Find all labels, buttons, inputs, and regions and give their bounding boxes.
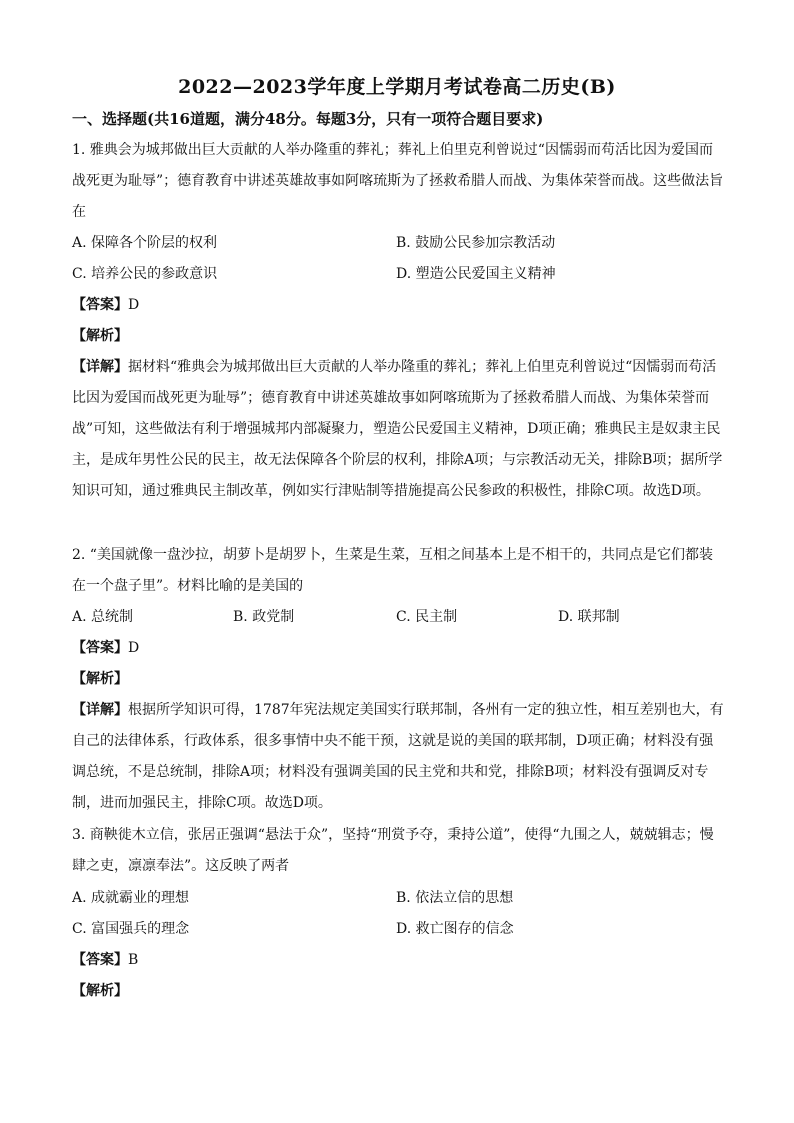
question-1-analysis-label	[72, 321, 128, 352]
question-3-options-row-2	[72, 914, 724, 945]
analysis-label: 【解析】	[72, 328, 128, 344]
question-1-stem: 1. 雅典会为城邦做出巨大贡献的人举办隆重的葬礼；葬礼上伯里克利曾说过“因懦弱而苟活比因为爱国而战死更为耻辱”；德育教育中讲述英雄故事如阿喀琉斯为了拯救希腊人而战、为集体荣誉而战。这些做法旨在	[72, 142, 724, 220]
answer-label: 【答案】	[72, 297, 128, 313]
section-heading: 一、选择题(共16道题，满分48分。每题3分，只有一项符合题目要求)	[72, 110, 544, 128]
analysis-label: 【解析】	[72, 671, 128, 687]
question-2-analysis-label	[72, 664, 128, 695]
question-1-option-d: D. 塑造公民爱国主义精神	[396, 266, 556, 282]
answer-value: D	[128, 297, 140, 313]
question-2-answer	[72, 633, 139, 664]
page-title: 2022—2023学年度上学期月考试卷高二历史(B)	[178, 76, 616, 98]
question-3-options-row-1	[72, 883, 724, 914]
question-2-option-a: A. 总统制	[72, 609, 134, 625]
question-2-options-row	[72, 602, 724, 633]
question-1-options-row-2	[72, 259, 724, 290]
answer-label: 【答案】	[72, 640, 128, 656]
question-3-option-b: B. 依法立信的思想	[396, 890, 514, 906]
answer-label: 【答案】	[72, 952, 128, 968]
question-1-option-b: B. 鼓励公民参加宗教活动	[396, 235, 556, 251]
detail-text: 据材料“雅典会为城邦做出巨大贡献的人举办隆重的葬礼；葬礼上伯里克利曾说过“因懦弱而苟活比因为爱国而战死更为耻辱”；德育教育中讲述英雄故事如阿喀琉斯为了拯救希腊人而战、为集体荣誉而战”可知，这些做法有利于增强城邦内部凝聚力，塑造公民爱国主义精神，D项正确；雅典民主是奴隶主民主，是成年男性公民的民主，故无法保障各个阶层的权利，排除A项；与宗教活动无关，排除B项；据所学知识可知，通过雅典民主制改革，例如实行津贴制等措施提高公民参政的积极性，排除C项。故选D项。	[72, 359, 723, 499]
question-2-option-d: D. 联邦制	[558, 609, 620, 625]
detail-label: 【详解】	[72, 702, 128, 718]
question-1-answer	[72, 290, 139, 321]
detail-text: 根据所学知识可得，1787年宪法规定美国实行联邦制，各州有一定的独立性，相互差别也大，有自己的法律体系，行政体系，很多事情中央不能干预，这就是说的美国的联邦制，D项正确；材料没有强调总统，不是总统制，排除A项；材料没有强调美国的民主党和共和党，排除B项；材料没有强调反对专制，进而加强民主，排除C项。故选D项。	[72, 702, 724, 811]
question-3-answer	[72, 945, 138, 976]
question-2-stem: 2. “美国就像一盘沙拉，胡萝卜是胡罗卜，生菜是生菜，互相之间基本上是不相干的，共同点是它们都装在一个盘子里”。材料比喻的是美国的	[72, 547, 713, 594]
analysis-label: 【解析】	[72, 983, 128, 999]
answer-value: D	[128, 640, 140, 656]
question-3-option-d: D. 救亡图存的信念	[396, 921, 514, 937]
question-1-options-row-1	[72, 228, 724, 259]
question-2-option-b: B. 政党制	[233, 609, 295, 625]
answer-value: B	[128, 952, 139, 968]
detail-label: 【详解】	[72, 359, 128, 375]
question-3-option-c: C. 富国强兵的理念	[72, 921, 190, 937]
question-3-option-a: A. 成就霸业的理想	[72, 890, 190, 906]
question-1-option-a: A. 保障各个阶层的权利	[72, 235, 218, 251]
question-1-detail	[72, 352, 724, 507]
question-3-stem: 3. 商鞅徙木立信，张居正强调“悬法于众”，坚持“刑赏予夺，秉持公道”，使得“九围之人，兢兢辑志；慢肆之吏，凛凛奉法”。这反映了两者	[72, 827, 714, 874]
question-3-analysis-label	[72, 976, 128, 1007]
question-1-option-c: C. 培养公民的参政意识	[72, 266, 218, 282]
question-2-detail	[72, 695, 724, 819]
question-2-option-c: C. 民主制	[396, 609, 458, 625]
